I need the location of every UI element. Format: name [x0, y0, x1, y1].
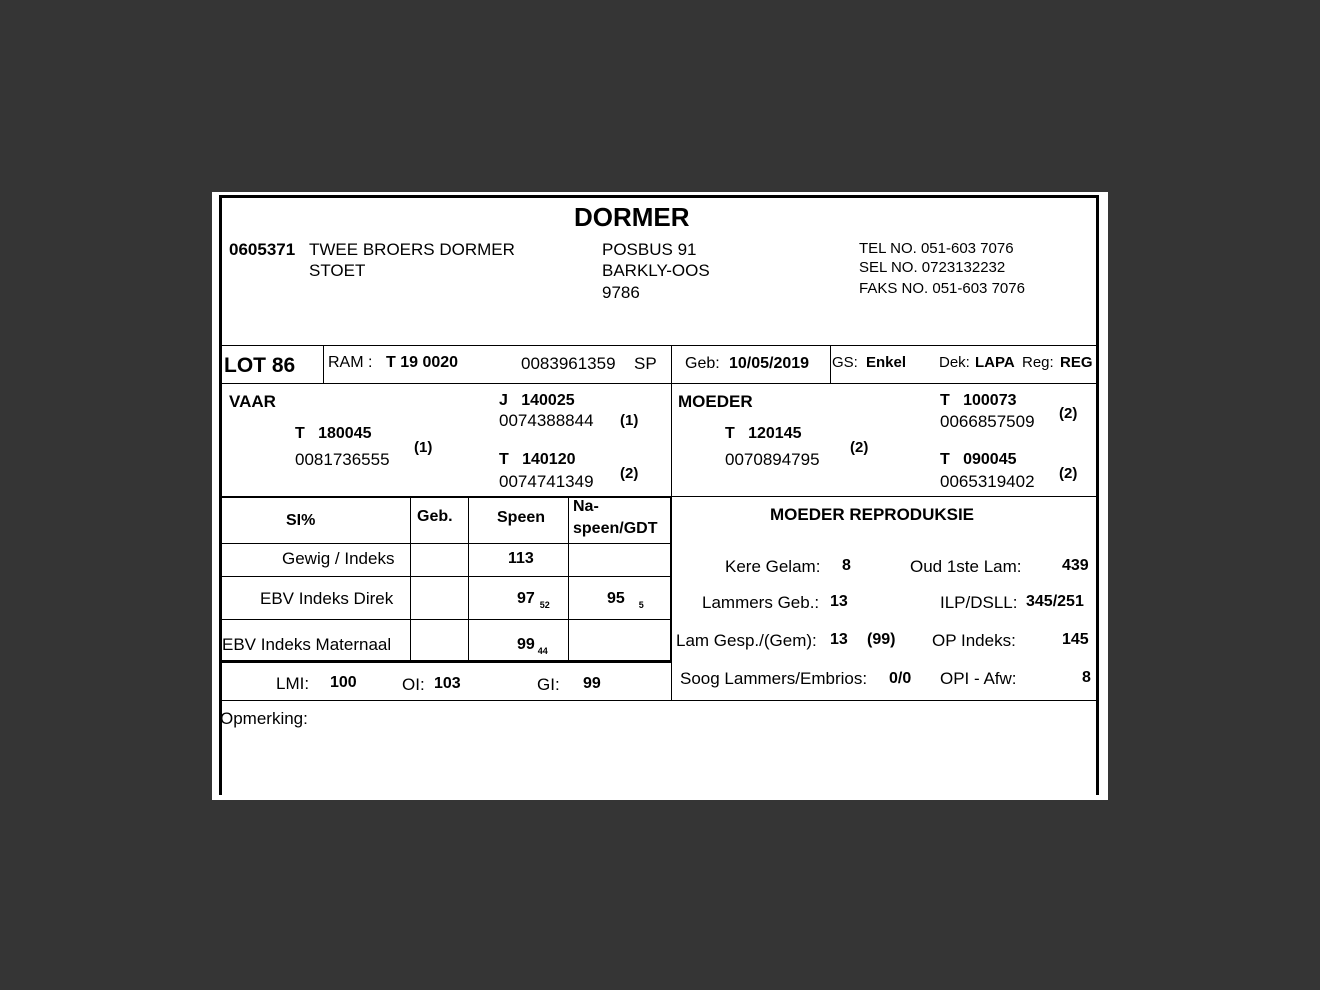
vaar-grade: (1) — [414, 439, 433, 456]
opi-value: 8 — [1082, 669, 1091, 686]
speen-value: 97 — [517, 590, 535, 607]
lamgesp-gem: (99) — [867, 631, 896, 648]
ram-id: T 19 0020 — [386, 354, 459, 371]
divider — [219, 345, 1099, 346]
row-gewig-speen: 113 — [508, 550, 534, 567]
naspeen-accuracy: 5 — [638, 600, 644, 610]
moeder-dam-id: T 090045 — [940, 451, 1017, 468]
vaar-sire-grade: (1) — [620, 412, 639, 429]
divider — [568, 498, 569, 662]
moeder-grade: (2) — [850, 439, 869, 456]
divider — [672, 496, 1099, 497]
moeder-sire-grade: (2) — [1059, 405, 1078, 422]
vaar-sire-number: 0074388844 — [499, 411, 594, 430]
divider — [219, 662, 672, 663]
vaar-sire-id: J 140025 — [499, 392, 575, 409]
lammers-value: 13 — [830, 593, 848, 610]
row-direk-naspeen — [607, 590, 644, 610]
op-label: OP Indeks: — [932, 631, 1016, 650]
speen-accuracy: 52 — [539, 600, 550, 610]
vaar-id: T 180045 — [295, 425, 372, 442]
reproduksie-title: MOEDER REPRODUKSIE — [770, 505, 975, 524]
opmerking-label: Opmerking: — [220, 709, 308, 728]
breeder-name-line2: STOET — [309, 261, 366, 280]
oud-label: Oud 1ste Lam: — [910, 557, 1022, 576]
naspeen-header-line2: speen/GDT — [573, 520, 658, 537]
moeder-dam-number: 0065319402 — [940, 472, 1035, 491]
moeder-sire-id: T 100073 — [940, 392, 1017, 409]
divider — [323, 345, 324, 383]
soog-label: Soog Lammers/Embrios: — [680, 669, 868, 688]
speen-header: Speen — [497, 509, 546, 526]
reg-label: Reg: — [1022, 354, 1054, 371]
breeder-id: 0605371 — [229, 240, 296, 259]
address-line1: POSBUS 91 — [602, 240, 697, 259]
op-value: 145 — [1062, 631, 1089, 648]
moeder-number: 0070894795 — [725, 450, 820, 469]
address-line2: BARKLY-OOS — [602, 261, 710, 280]
divider — [410, 498, 411, 662]
gi-value: 99 — [583, 675, 601, 692]
divider — [219, 383, 1099, 384]
gs-value: Enkel — [866, 354, 907, 371]
divider — [219, 619, 672, 620]
oi-value: 103 — [434, 675, 461, 692]
sp-label: SP — [634, 354, 657, 373]
row-maternaal-label: EBV Indeks Maternaal — [222, 635, 392, 654]
moeder-id: T 120145 — [725, 425, 802, 442]
moeder-label: MOEDER — [678, 392, 753, 411]
lmi-label: LMI: — [276, 674, 310, 693]
ram-label: RAM : — [328, 354, 373, 371]
vaar-dam-id: T 140120 — [499, 451, 576, 468]
oud-value: 439 — [1062, 557, 1089, 574]
geb-header: Geb. — [417, 508, 453, 525]
address-line3: 9786 — [602, 283, 640, 302]
sel-number: SEL NO. 0723132232 — [859, 259, 1006, 276]
naspeen-header-line1: Na- — [573, 498, 599, 515]
ilp-label: ILP/DSLL: — [940, 593, 1018, 612]
kere-label: Kere Gelam: — [725, 557, 821, 576]
lamgesp-label: Lam Gesp./(Gem): — [676, 631, 817, 650]
page-title: DORMER — [574, 202, 690, 232]
opi-label: OPI - Afw: — [940, 669, 1017, 688]
reg-number: 0083961359 — [521, 354, 616, 373]
divider — [468, 498, 469, 662]
dek-value: LAPA — [975, 354, 1015, 371]
breeder-name: TWEE BROERS DORMER — [309, 240, 515, 259]
moeder-dam-grade: (2) — [1059, 465, 1078, 482]
reg-value: REG — [1060, 354, 1093, 371]
lammers-label: Lammers Geb.: — [702, 593, 820, 612]
dek-label: Dek: — [939, 354, 970, 371]
divider — [219, 543, 672, 544]
row-direk-speen — [517, 590, 550, 610]
vaar-dam-number: 0074741349 — [499, 472, 594, 491]
divider — [219, 576, 672, 577]
soog-value: 0/0 — [889, 670, 912, 687]
maternaal-value: 99 — [517, 636, 535, 653]
lmi-value: 100 — [330, 674, 357, 691]
vaar-dam-grade: (2) — [620, 465, 639, 482]
vaar-label: VAAR — [229, 392, 276, 411]
faks-number: FAKS NO. 051-603 7076 — [859, 280, 1025, 297]
ilp-value: 345/251 — [1026, 593, 1084, 610]
birth-date: 10/05/2019 — [729, 355, 810, 372]
row-direk-label: EBV Indeks Direk — [260, 589, 394, 608]
vaar-number: 0081736555 — [295, 450, 390, 469]
si-header: SI% — [286, 512, 316, 529]
row-gewig-label: Gewig / Indeks — [282, 549, 395, 568]
birth-date-label: Geb: — [685, 355, 720, 372]
tel-number: TEL NO. 051-603 7076 — [859, 240, 1014, 257]
divider — [219, 700, 1099, 701]
lamgesp-value: 13 — [830, 631, 848, 648]
moeder-sire-number: 0066857509 — [940, 412, 1035, 431]
divider — [830, 345, 831, 383]
naspeen-value: 95 — [607, 590, 625, 607]
lot-number: LOT 86 — [224, 354, 296, 377]
gs-label: GS: — [832, 354, 858, 371]
gi-label: GI: — [537, 675, 560, 694]
maternaal-accuracy: 44 — [537, 646, 548, 656]
kere-value: 8 — [842, 557, 851, 574]
row-maternaal-speen — [517, 636, 548, 656]
oi-label: OI: — [402, 675, 425, 694]
